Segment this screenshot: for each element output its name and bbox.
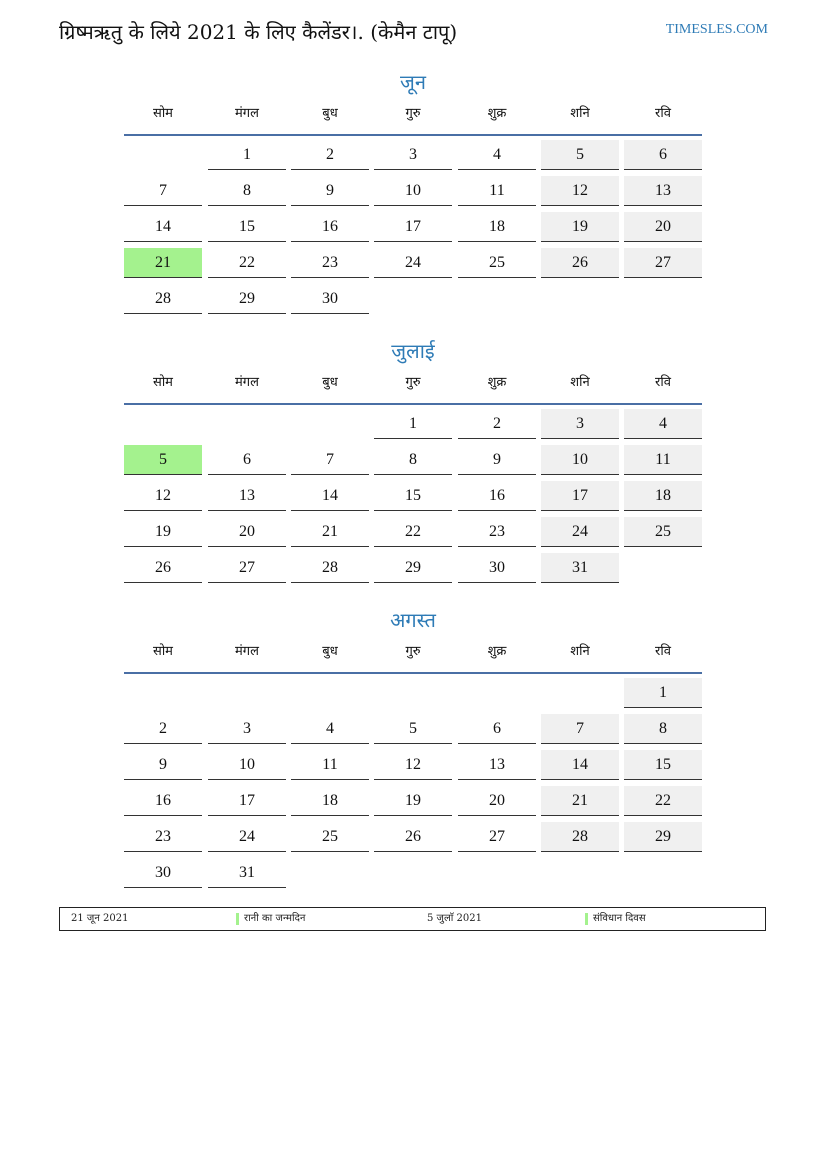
day-cell: 17 [541,481,619,511]
day-cell: 23 [124,822,202,852]
day-cell: 11 [458,176,536,206]
weekday-label: सोम [153,375,173,390]
day-cell: 4 [291,714,369,744]
day-cell: 5 [374,714,452,744]
weekday-label: शनि [570,106,590,121]
day-cell: 11 [291,750,369,780]
day-cell: 11 [624,445,702,475]
day-cell: 4 [458,140,536,170]
day-cell: 20 [458,786,536,816]
day-cell: 9 [124,750,202,780]
page-title: ग्रिष्मऋतु के लिये 2021 के लिए कैलेंडर।. (केमैन टापू) [59,20,458,44]
day-cell: 16 [458,481,536,511]
day-cell: 10 [541,445,619,475]
weekday-label: बुध [322,106,338,121]
weekday-label: गुरु [405,106,421,121]
legend-marker-1 [236,913,239,925]
weekday-label: शनि [570,375,590,390]
day-cell: 22 [624,786,702,816]
weekday-label: गुरु [405,644,421,659]
weekday-label: रवि [655,375,671,390]
weekday-label: सोम [153,106,173,121]
day-cell: 8 [374,445,452,475]
day-cell: 12 [541,176,619,206]
month-title: जून [400,70,426,94]
day-cell: 29 [374,553,452,583]
weekday-header [124,104,702,136]
day-cell: 30 [458,553,536,583]
weekday-label: शुक्र [487,644,507,659]
month-block [124,337,702,589]
day-cell: 24 [541,517,619,547]
day-cell: 15 [624,750,702,780]
day-cell: 15 [374,481,452,511]
day-cell: 30 [124,858,202,888]
month-block [124,68,702,320]
day-cell: 8 [208,176,286,206]
day-cell: 5 [541,140,619,170]
day-cell: 24 [208,822,286,852]
weekday-label: रवि [655,106,671,121]
day-cell: 2 [124,714,202,744]
weekday-label: मंगल [235,106,259,121]
weekday-label: शनि [570,644,590,659]
day-cell: 7 [541,714,619,744]
month-block [124,606,702,894]
day-cell: 13 [208,481,286,511]
day-cell: 13 [624,176,702,206]
day-cell: 16 [291,212,369,242]
day-cell: 6 [624,140,702,170]
day-cell: 3 [208,714,286,744]
day-cell: 29 [208,284,286,314]
weekday-header [124,373,702,405]
day-cell: 6 [458,714,536,744]
day-cell: 3 [374,140,452,170]
day-cell: 25 [458,248,536,278]
weekday-label: गुरु [405,375,421,390]
holiday-legend [59,907,766,931]
weekday-label: बुध [322,375,338,390]
day-cell: 14 [124,212,202,242]
day-cell: 21 [291,517,369,547]
day-cell: 7 [291,445,369,475]
day-cell: 10 [208,750,286,780]
day-cell: 14 [291,481,369,511]
day-cell: 20 [208,517,286,547]
day-cell: 25 [291,822,369,852]
day-cell: 18 [624,481,702,511]
weekday-label: सोम [153,644,173,659]
day-cell: 15 [208,212,286,242]
day-grid [124,140,702,320]
day-cell: 19 [374,786,452,816]
site-link[interactable]: TIMESLES.COM [665,22,768,37]
day-cell: 19 [541,212,619,242]
day-cell: 27 [624,248,702,278]
month-title: अगस्त [390,608,436,632]
day-cell: 22 [374,517,452,547]
day-cell: 31 [541,553,619,583]
day-cell: 17 [374,212,452,242]
day-cell: 1 [624,678,702,708]
day-cell: 14 [541,750,619,780]
day-cell: 2 [291,140,369,170]
weekday-label: मंगल [235,644,259,659]
day-grid [124,678,702,894]
day-cell: 26 [124,553,202,583]
day-cell: 1 [208,140,286,170]
holiday-day-cell: 21 [124,248,202,278]
weekday-label: बुध [322,644,338,659]
legend-date-1: 21 जून 2021 [71,913,129,924]
day-cell: 28 [124,284,202,314]
legend-date-2: 5 जुलाॅ 2021 [427,913,482,924]
day-cell: 4 [624,409,702,439]
day-cell: 2 [458,409,536,439]
day-cell: 23 [291,248,369,278]
day-cell: 19 [124,517,202,547]
day-cell: 27 [208,553,286,583]
day-cell: 9 [458,445,536,475]
weekday-label: शुक्र [487,106,507,121]
weekday-label: मंगल [235,375,259,390]
day-cell: 6 [208,445,286,475]
month-title: जुलाई [391,339,435,363]
day-cell: 30 [291,284,369,314]
day-cell: 13 [458,750,536,780]
day-cell: 1 [374,409,452,439]
day-cell: 8 [624,714,702,744]
day-cell: 26 [541,248,619,278]
day-grid [124,409,702,589]
day-cell: 31 [208,858,286,888]
day-cell: 10 [374,176,452,206]
legend-marker-2 [585,913,588,925]
day-cell: 17 [208,786,286,816]
day-cell: 22 [208,248,286,278]
day-cell: 3 [541,409,619,439]
weekday-header [124,642,702,674]
weekday-label: शुक्र [487,375,507,390]
weekday-label: रवि [655,644,671,659]
day-cell: 26 [374,822,452,852]
day-cell: 18 [458,212,536,242]
day-cell: 16 [124,786,202,816]
day-cell: 20 [624,212,702,242]
holiday-day-cell: 5 [124,445,202,475]
day-cell: 27 [458,822,536,852]
day-cell: 28 [291,553,369,583]
legend-name-2: संविधान दिवस [593,913,646,924]
day-cell: 12 [124,481,202,511]
day-cell: 29 [624,822,702,852]
day-cell: 28 [541,822,619,852]
day-cell: 21 [541,786,619,816]
day-cell: 12 [374,750,452,780]
day-cell: 23 [458,517,536,547]
legend-name-1: रानी का जन्मदिन [244,913,306,924]
day-cell: 25 [624,517,702,547]
day-cell: 18 [291,786,369,816]
day-cell: 24 [374,248,452,278]
day-cell: 9 [291,176,369,206]
day-cell: 7 [124,176,202,206]
